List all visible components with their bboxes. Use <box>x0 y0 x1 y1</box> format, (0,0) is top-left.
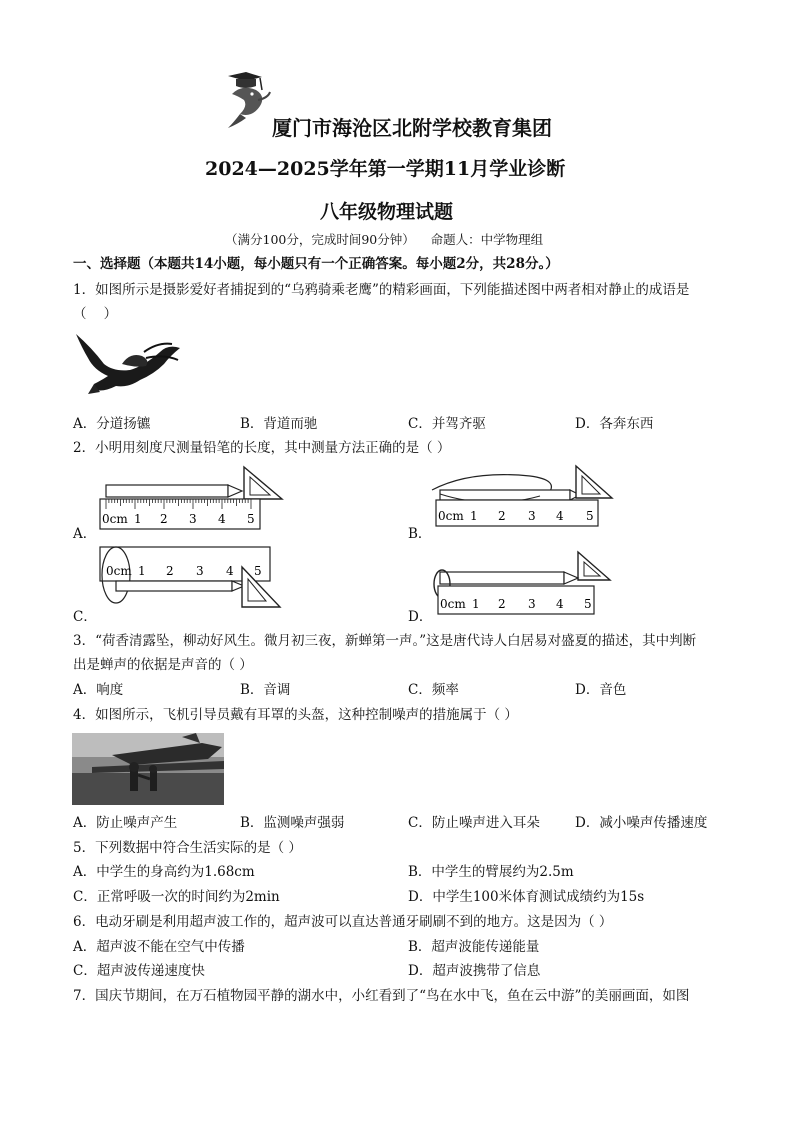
q1-option-b: B．背道而驰 <box>240 416 318 432</box>
ruler-d-label-3: 3 <box>528 597 536 611</box>
q3-option-a: A．响度 <box>73 682 124 698</box>
q4-option-b: B．监测噪声强弱 <box>240 815 345 831</box>
ruler-d-label-1: 1 <box>472 597 480 611</box>
q4-option-c: C．防止噪声进入耳朵 <box>408 815 540 831</box>
exam-info: （满分100分，完成时间90分钟） 命题人：中学物理组 <box>225 232 544 247</box>
ruler-d-label-0: 0cm <box>440 597 466 611</box>
q4-stem: 4．如图所示，飞机引导员戴有耳罩的头盔，这种控制噪声的措施属于（ ） <box>73 707 518 723</box>
q4-option-d: D．减小噪声传播速度 <box>575 815 708 831</box>
ruler-b-label-4: 4 <box>556 509 564 523</box>
ruler-a-label-3: 3 <box>189 512 197 526</box>
q2-stem: 2．小明用刻度尺测量铅笔的长度，其中测量方法正确的是（ ） <box>73 440 451 456</box>
q1-stem-line1: 1．如图所示是摄影爱好者捕捉到的“乌鸦骑乘老鹰”的精彩画面，下列能描述图中两者相对静止的成语是 <box>73 282 690 298</box>
q2-label-a: A． <box>73 526 97 542</box>
ruler-a-label-4: 4 <box>218 512 226 526</box>
ruler-b-label-5: 5 <box>586 509 594 523</box>
ruler-b-label-3: 3 <box>528 509 536 523</box>
ruler-d-label-4: 4 <box>556 597 564 611</box>
ruler-c-label-0: 0cm <box>106 564 132 578</box>
term-title: 2024—2025学年第一学期11月学业诊断 <box>205 158 566 180</box>
q2-label-c: C． <box>73 609 97 625</box>
section-heading: 一、选择题（本题共14小题，每小题只有一个正确答案。每小题2分，共28分。） <box>73 256 559 272</box>
aircraft-carrier-photo <box>72 733 224 805</box>
q2-label-d: D． <box>408 609 433 625</box>
ruler-a-label-1: 1 <box>134 512 142 526</box>
q2-label-b: B． <box>408 526 432 542</box>
ruler-c-label-1: 1 <box>138 564 146 578</box>
school-logo <box>222 72 272 130</box>
q6-option-d: D．超声波携带了信息 <box>408 963 541 979</box>
q6-option-b: B．超声波能传递能量 <box>408 939 540 955</box>
ruler-figure-d <box>430 550 616 620</box>
ruler-b-label-0: 0cm <box>438 509 464 523</box>
subject-title: 八年级物理试题 <box>320 201 454 223</box>
ruler-b-label-2: 2 <box>498 509 506 523</box>
ruler-figure-a <box>98 465 284 535</box>
ruler-a-label-0: 0cm <box>102 512 128 526</box>
ruler-c-label-2: 2 <box>166 564 174 578</box>
q5-stem: 5．下列数据中符合生活实际的是（ ） <box>73 840 302 856</box>
q6-stem: 6．电动牙刷是利用超声波工作的，超声波可以直达普通牙刷刷不到的地方。这是因为（ ） <box>73 914 613 930</box>
ruler-c-label-3: 3 <box>196 564 204 578</box>
q1-option-a: A．分道扬镳 <box>73 416 151 432</box>
q5-option-b: B．中学生的臂展约为2.5m <box>408 864 574 880</box>
q6-option-a: A．超声波不能在空气中传播 <box>73 939 245 955</box>
q1-option-c: C．并驾齐驱 <box>408 416 486 432</box>
ruler-a-label-2: 2 <box>160 512 168 526</box>
ruler-d-label-5: 5 <box>584 597 592 611</box>
ruler-b-label-1: 1 <box>470 509 478 523</box>
q3-option-d: D．音色 <box>575 682 627 698</box>
q5-option-c: C．正常呼吸一次的时间约为2min <box>73 889 280 905</box>
q6-option-c: C．超声波传递速度快 <box>73 963 205 979</box>
q3-option-b: B．音调 <box>240 682 291 698</box>
q1-stem-line2: （ ） <box>73 306 118 322</box>
q4-option-a: A．防止噪声产生 <box>73 815 178 831</box>
ruler-figure-b <box>430 462 620 532</box>
q5-option-a: A．中学生的身高约为1.68cm <box>73 864 255 880</box>
q1-option-d: D．各奔东西 <box>575 416 654 432</box>
q5-option-d: D．中学生100米体育测试成绩约为15s <box>408 889 645 905</box>
org-title: 厦门市海沧区北附学校教育集团 <box>272 116 552 140</box>
ruler-c-label-5: 5 <box>254 564 262 578</box>
q3-stem-line2: 出是蝉声的依据是声音的（ ） <box>73 657 253 673</box>
ruler-d-label-2: 2 <box>498 597 506 611</box>
q3-stem-line1: 3．“荷香清露坠，柳动好风生。微月初三夜，新蝉第一声。”这是唐代诗人白居易对盛夏的描述，其中判断 <box>73 633 697 649</box>
q7-stem: 7．国庆节期间，在万石植物园平静的湖水中，小红看到了“鸟在水中飞，鱼在云中游”的美丽画面，如图 <box>73 988 690 1004</box>
ruler-figure-c <box>94 543 284 613</box>
ruler-c-label-4: 4 <box>226 564 234 578</box>
q3-option-c: C．频率 <box>408 682 459 698</box>
ruler-a-label-5: 5 <box>247 512 255 526</box>
eagle-crow-photo <box>74 330 184 402</box>
